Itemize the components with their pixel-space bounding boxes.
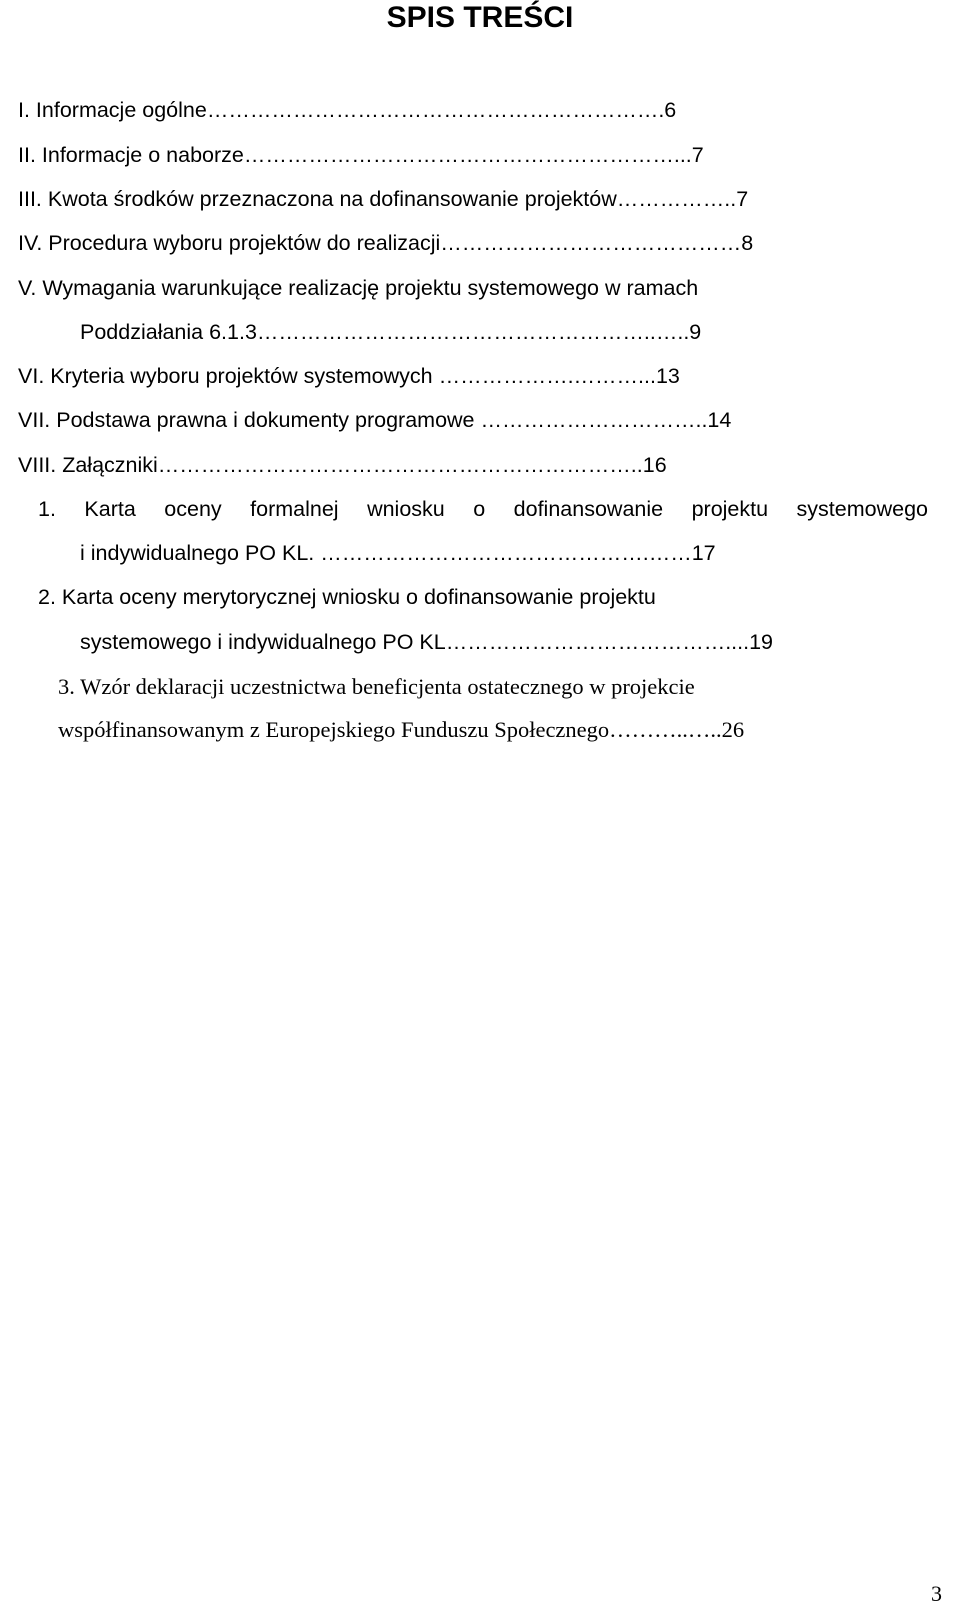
attachment-1: 1. Karta oceny formalnej wniosku o dofinansowanie projektu systemowego bbox=[38, 497, 928, 521]
attachment-2-cont: systemowego i indywidualnego PO KL…………………………………....19 bbox=[80, 630, 774, 654]
toc-entry-4: IV. Procedura wyboru projektów do realizacji……………………………………8 bbox=[18, 231, 754, 255]
attachment-3: 3. Wzór deklaracji uczestnictwa beneficjenta ostatecznego w projekcie bbox=[58, 674, 695, 699]
toc-entry-6: VI. Kryteria wyboru projektów systemowych ……………….………...13 bbox=[18, 364, 680, 388]
toc-entry-1: I. Informacje ogólne……………………………………………………….6 bbox=[18, 98, 677, 122]
attachment-1-cont: i indywidualnego PO KL. ……………………………………….……17 bbox=[80, 541, 716, 565]
toc-entry-7: VII. Podstawa prawna i dokumenty programowe …………………………..14 bbox=[18, 408, 732, 432]
attachment-3-cont: współfinansowanym z Europejskiego Funduszu Społecznego………..…..26 bbox=[58, 717, 745, 742]
page-title: SPIS TREŚCI bbox=[386, 1, 574, 34]
toc-entry-3: III. Kwota środków przeznaczona na dofinansowanie projektów……………..7 bbox=[18, 187, 749, 211]
toc-entry-5: V. Wymagania warunkujące realizację projektu systemowego w ramach bbox=[18, 276, 699, 300]
toc-entry-2: II. Informacje o naborze……………………………………………………...7 bbox=[18, 143, 704, 167]
attachment-2: 2. Karta oceny merytorycznej wniosku o dofinansowanie projektu bbox=[38, 585, 656, 609]
toc-entry-5-cont: Poddziałania 6.1.3………………………………………………..…..9 bbox=[80, 320, 702, 344]
page-number: 3 bbox=[931, 1581, 942, 1606]
toc-entry-8: VIII. Załączniki…………………………………………………………..16 bbox=[18, 453, 667, 477]
